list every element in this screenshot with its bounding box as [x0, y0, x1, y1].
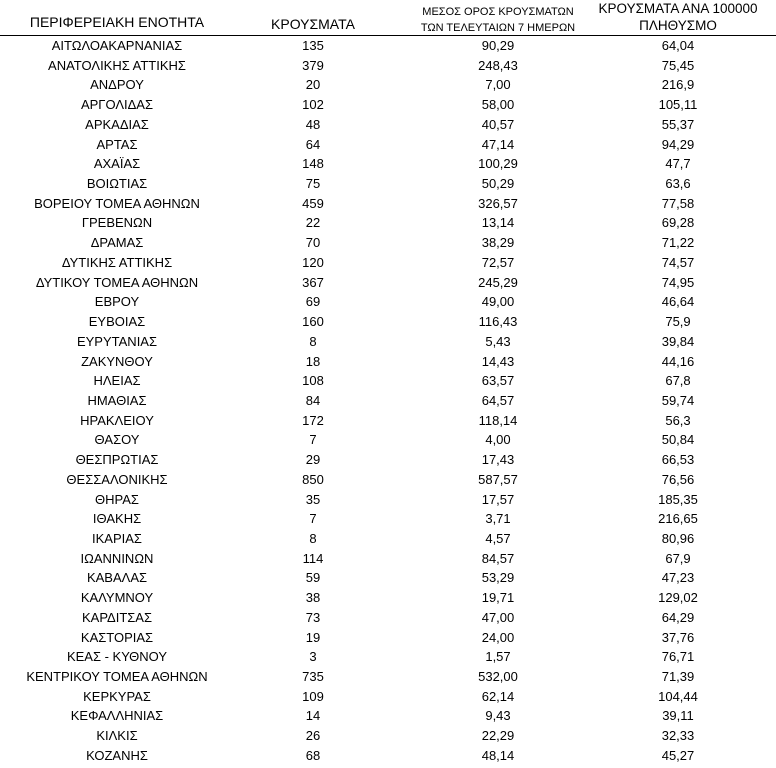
cell-7day-average: 40,57 — [481, 116, 515, 132]
cell-7day-average: 587,57 — [478, 471, 518, 487]
cell-7day-average: 62,14 — [481, 688, 515, 704]
cell-region: ΒΟΡΕΙΟΥ ΤΟΜΕΑ ΑΘΗΝΩΝ — [34, 195, 200, 211]
cell-7day-average: 9,43 — [485, 708, 511, 724]
cell-cases: 459 — [302, 195, 324, 211]
cell-region: ΑΙΤΩΛΟΑΚΑΡΝΑΝΙΑΣ — [51, 38, 183, 53]
cell-cases-per-100k: 69,28 — [661, 215, 695, 231]
cell-region: ΓΡΕΒΕΝΩΝ — [81, 215, 153, 231]
table-row — [0, 95, 776, 115]
table-row — [0, 371, 776, 391]
table-row — [0, 450, 776, 470]
cell-cases: 7 — [309, 432, 317, 448]
table-row — [0, 75, 776, 95]
cell-cases: 102 — [302, 97, 324, 113]
table-row — [0, 588, 776, 608]
cell-cases: 135 — [302, 38, 324, 53]
cell-cases: 29 — [305, 452, 321, 468]
cell-cases-per-100k: 71,39 — [661, 669, 695, 684]
table-row — [0, 628, 776, 648]
cell-cases: 8 — [309, 333, 317, 349]
cell-cases-per-100k: 47,23 — [661, 570, 695, 586]
cell-cases: 75 — [305, 176, 321, 192]
table-row — [0, 430, 776, 450]
cell-cases-per-100k: 75,9 — [665, 314, 691, 330]
cell-region: ΘΑΣΟΥ — [94, 432, 140, 448]
table-row — [0, 154, 776, 174]
cell-7day-average: 17,57 — [481, 491, 515, 507]
table-row — [0, 115, 776, 135]
table-row — [0, 253, 776, 273]
cell-cases: 64 — [305, 136, 321, 152]
cell-7day-average: 532,00 — [478, 669, 518, 684]
cell-cases: 19 — [305, 629, 321, 645]
cell-cases-per-100k: 75,45 — [661, 57, 695, 73]
cell-region: ΘΕΣΠΡΩΤΙΑΣ — [75, 452, 159, 468]
cell-region: ΚΕΑΣ - ΚΥΘΝΟΥ — [66, 649, 168, 665]
cell-7day-average: 5,43 — [485, 333, 511, 349]
cell-cases-per-100k: 44,16 — [661, 353, 695, 369]
cell-7day-average: 14,43 — [481, 353, 515, 369]
cell-cases: 68 — [305, 747, 321, 763]
table-row — [0, 647, 776, 667]
table-row — [0, 726, 776, 746]
cell-7day-average: 7,00 — [485, 77, 511, 93]
table-row — [0, 549, 776, 569]
cell-region: ΚΕΝΤΡΙΚΟΥ ΤΟΜΕΑ ΑΘΗΝΩΝ — [26, 669, 208, 684]
table-row — [0, 509, 776, 529]
cell-region: ΚΑΣΤΟΡΙΑΣ — [80, 629, 154, 645]
cell-7day-average: 63,57 — [481, 373, 515, 389]
table-row — [0, 608, 776, 628]
table-row — [0, 213, 776, 233]
table-row — [0, 391, 776, 411]
cell-cases-per-100k: 67,8 — [665, 373, 691, 389]
cell-cases: 18 — [305, 353, 321, 369]
cell-cases: 59 — [305, 570, 321, 586]
cell-7day-average: 72,57 — [481, 254, 515, 270]
cell-cases: 70 — [305, 235, 321, 251]
cell-7day-average: 58,00 — [481, 97, 515, 113]
cell-region: ΚΑΒΑΛΑΣ — [86, 570, 148, 586]
cell-cases-per-100k: 46,64 — [661, 294, 695, 310]
table-row — [0, 233, 776, 253]
cell-7day-average: 47,14 — [481, 136, 515, 152]
cell-7day-average: 19,71 — [481, 590, 515, 606]
cell-cases-per-100k: 105,11 — [658, 97, 698, 113]
table-row — [0, 332, 776, 352]
cell-cases-per-100k: 129,02 — [658, 590, 698, 606]
cell-cases: 148 — [302, 156, 324, 172]
cell-region: ΘΕΣΣΑΛΟΝΙΚΗΣ — [66, 471, 168, 487]
cell-region: ΔΥΤΙΚΟΥ ΤΟΜΕΑ ΑΘΗΝΩΝ — [35, 274, 199, 290]
header-cases-per-100k-line2: ΠΛΗΘΥΣΜΟ — [639, 18, 717, 33]
header-7day-average-line1: ΜΕΣΟΣ ΟΡΟΣ ΚΡΟΥΣΜΑΤΩΝ — [422, 6, 574, 18]
cell-cases: 26 — [305, 728, 321, 744]
table-row — [0, 706, 776, 726]
cell-cases-per-100k: 66,53 — [661, 452, 695, 468]
header-7day-average-line2: ΤΩΝ ΤΕΛΕΥΤΑΙΩΝ 7 ΗΜΕΡΩΝ — [420, 22, 576, 34]
cell-cases: 7 — [309, 511, 317, 527]
table-row — [0, 667, 776, 687]
cell-region: ΚΑΛΥΜΝΟΥ — [80, 590, 154, 606]
cell-cases-per-100k: 74,57 — [661, 254, 695, 270]
cell-region: ΖΑΚΥΝΘΟΥ — [81, 353, 153, 369]
table-row — [0, 352, 776, 372]
cell-cases-per-100k: 216,65 — [658, 511, 698, 527]
cell-7day-average: 3,71 — [485, 511, 511, 527]
cell-region: ΑΡΤΑΣ — [96, 136, 138, 152]
cell-region: ΑΧΑΪΑΣ — [93, 156, 141, 172]
cell-region: ΑΝΔΡΟΥ — [90, 77, 144, 93]
cell-cases-per-100k: 94,29 — [661, 136, 695, 152]
cell-7day-average: 17,43 — [481, 452, 515, 468]
cell-region: ΒΟΙΩΤΙΑΣ — [86, 176, 148, 192]
cell-7day-average: 13,14 — [481, 215, 515, 231]
cell-region: ΚΕΡΚΥΡΑΣ — [83, 688, 151, 704]
cell-cases-per-100k: 67,9 — [665, 550, 691, 566]
table-row — [0, 687, 776, 707]
cell-7day-average: 4,57 — [485, 530, 511, 546]
cell-cases-per-100k: 64,29 — [661, 609, 695, 625]
cell-7day-average: 49,00 — [481, 294, 515, 310]
cell-region: ΚΟΖΑΝΗΣ — [86, 747, 148, 763]
table-row — [0, 273, 776, 293]
cell-cases-per-100k: 74,95 — [661, 274, 695, 290]
cell-7day-average: 64,57 — [481, 392, 515, 408]
cell-cases: 172 — [302, 412, 324, 428]
cell-region: ΔΡΑΜΑΣ — [90, 235, 144, 251]
cell-7day-average: 24,00 — [481, 629, 515, 645]
cell-region: ΗΜΑΘΙΑΣ — [87, 392, 147, 408]
cell-cases: 20 — [305, 77, 321, 93]
cell-cases-per-100k: 80,96 — [661, 530, 695, 546]
cell-7day-average: 116,43 — [478, 314, 518, 330]
cell-region: ΔΥΤΙΚΗΣ ΑΤΤΙΚΗΣ — [61, 254, 173, 270]
cell-cases: 109 — [302, 688, 324, 704]
table-row — [0, 36, 776, 56]
cell-region: ΗΡΑΚΛΕΙΟΥ — [80, 412, 154, 428]
cell-cases-per-100k: 39,11 — [662, 708, 694, 724]
cell-cases: 379 — [302, 57, 324, 73]
cell-cases: 108 — [302, 373, 324, 389]
cell-region: ΑΡΓΟΛΙΔΑΣ — [80, 97, 154, 113]
table-row — [0, 490, 776, 510]
cell-region: ΚΙΛΚΙΣ — [96, 728, 138, 744]
table-row — [0, 194, 776, 214]
cell-cases-per-100k: 55,37 — [661, 116, 695, 132]
cell-7day-average: 100,29 — [478, 156, 518, 172]
cell-7day-average: 4,00 — [485, 432, 511, 448]
cell-cases: 3 — [309, 649, 317, 665]
cell-cases: 22 — [305, 215, 321, 231]
cell-cases: 114 — [302, 550, 324, 566]
cell-region: ΙΘΑΚΗΣ — [92, 511, 142, 527]
cell-cases: 73 — [305, 609, 321, 625]
cell-cases-per-100k: 45,27 — [661, 747, 695, 763]
cell-cases-per-100k: 76,71 — [661, 649, 695, 665]
cell-cases-per-100k: 50,84 — [661, 432, 695, 448]
cell-cases: 35 — [305, 491, 321, 507]
cell-7day-average: 38,29 — [481, 235, 515, 251]
cell-region: ΚΑΡΔΙΤΣΑΣ — [81, 609, 153, 625]
cell-cases: 84 — [305, 392, 321, 408]
cell-7day-average: 248,43 — [478, 57, 518, 73]
cell-cases-per-100k: 185,35 — [658, 491, 698, 507]
cell-region: ΕΒΡΟΥ — [94, 294, 140, 310]
cell-7day-average: 90,29 — [481, 38, 515, 53]
cell-cases-per-100k: 64,04 — [661, 38, 695, 53]
cell-7day-average: 326,57 — [478, 195, 518, 211]
table-row — [0, 411, 776, 431]
table-row — [0, 568, 776, 588]
cell-region: ΙΚΑΡΙΑΣ — [92, 530, 142, 546]
cell-cases-per-100k: 71,22 — [661, 235, 695, 251]
cell-region: ΕΥΡΥΤΑΝΙΑΣ — [76, 333, 158, 349]
cell-region: ΑΝΑΤΟΛΙΚΗΣ ΑΤΤΙΚΗΣ — [48, 57, 186, 73]
header-region: ΠΕΡΙΦΕΡΕΙΑΚΗ ΕΝΟΤΗΤΑ — [29, 14, 205, 30]
table-row — [0, 135, 776, 155]
header-cases: ΚΡΟΥΣΜΑΤΑ — [271, 16, 355, 32]
cell-cases: 8 — [309, 530, 317, 546]
cell-cases-per-100k: 39,84 — [661, 333, 695, 349]
cell-cases-per-100k: 104,44 — [658, 688, 698, 704]
table-row — [0, 470, 776, 490]
cell-cases: 367 — [302, 274, 324, 290]
header-cases-per-100k — [580, 0, 776, 34]
cell-cases: 48 — [305, 116, 321, 132]
cell-cases-per-100k: 59,74 — [661, 392, 695, 408]
table-row — [0, 746, 776, 766]
cell-region: ΘΗΡΑΣ — [95, 491, 139, 507]
cell-7day-average: 118,14 — [478, 412, 518, 428]
cell-region: ΑΡΚΑΔΙΑΣ — [85, 116, 149, 132]
header-cases-per-100k-line1: ΚΡΟΥΣΜΑΤΑ ΑΝΑ 100000 — [598, 1, 758, 16]
cell-region: ΚΕΦΑΛΛΗΝΙΑΣ — [70, 708, 164, 724]
header-7day-average — [400, 4, 596, 36]
cell-region: ΕΥΒΟΙΑΣ — [88, 314, 146, 330]
table-row — [0, 56, 776, 76]
cell-7day-average: 48,14 — [481, 747, 515, 763]
cell-cases-per-100k: 47,7 — [665, 156, 691, 172]
cell-cases: 14 — [305, 708, 321, 724]
cell-cases-per-100k: 77,58 — [661, 195, 695, 211]
cell-7day-average: 47,00 — [481, 609, 515, 625]
cell-cases-per-100k: 32,33 — [661, 728, 695, 744]
cell-cases-per-100k: 37,76 — [661, 629, 695, 645]
cell-7day-average: 1,57 — [485, 649, 511, 665]
cell-region: ΗΛΕΙΑΣ — [93, 373, 141, 389]
table-row — [0, 292, 776, 312]
cell-cases: 735 — [302, 669, 324, 684]
cell-cases: 38 — [305, 590, 321, 606]
cell-cases: 69 — [305, 294, 321, 310]
table-row — [0, 312, 776, 332]
table-body — [0, 36, 776, 766]
cell-cases: 850 — [302, 471, 324, 487]
cell-cases-per-100k: 76,56 — [661, 471, 695, 487]
cell-cases: 160 — [302, 314, 324, 330]
cell-7day-average: 22,29 — [481, 728, 515, 744]
cell-7day-average: 84,57 — [481, 550, 515, 566]
cell-cases-per-100k: 56,3 — [665, 412, 691, 428]
cell-cases: 120 — [302, 254, 324, 270]
cell-7day-average: 50,29 — [481, 176, 515, 192]
table-row — [0, 174, 776, 194]
cell-region: ΙΩΑΝΝΙΝΩΝ — [80, 550, 154, 566]
cell-7day-average: 53,29 — [481, 570, 515, 586]
table-row — [0, 529, 776, 549]
cell-cases-per-100k: 63,6 — [665, 176, 691, 192]
cell-cases-per-100k: 216,9 — [661, 77, 695, 93]
cell-7day-average: 245,29 — [478, 274, 518, 290]
